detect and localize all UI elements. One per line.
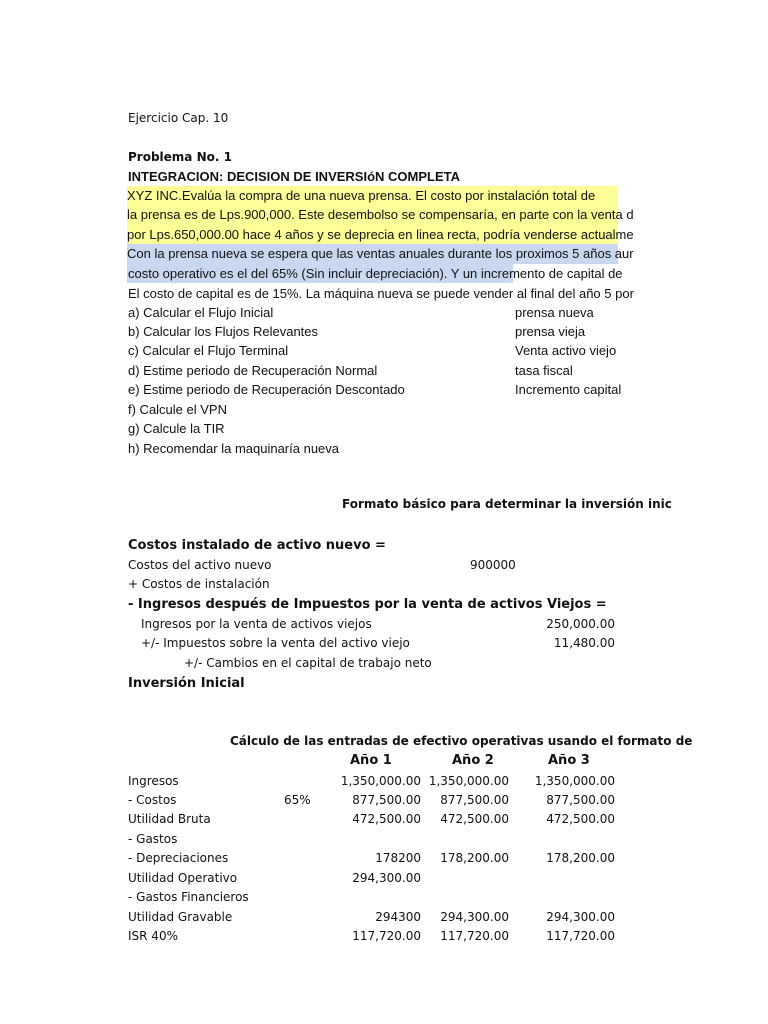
row-value: 472,500.00 — [546, 812, 615, 826]
install-label: + Costos de instalación — [128, 577, 270, 591]
row-value: 178,200.00 — [440, 851, 509, 865]
row-value: 294,300.00 — [352, 871, 421, 885]
side-label: Venta activo viejo — [515, 343, 617, 358]
tax-value: 11,480.00 — [553, 636, 615, 650]
asset-cost-label: Costos del activo nuevo — [128, 558, 272, 572]
row-label: - Costos — [128, 793, 177, 807]
ops-heading: Cálculo de las entradas de efectivo operativas usando el formato de — [230, 734, 693, 748]
problem-line: El costo de capital es de 15%. La máquina nueva se puede vender al final del año 5 por — [128, 286, 634, 301]
sale-value: 250,000.00 — [546, 617, 615, 631]
wc-label: +/- Cambios en el capital de trabajo neto — [184, 656, 432, 670]
year-header: Año 1 — [350, 753, 392, 768]
row-label: Utilidad Bruta — [128, 812, 211, 826]
side-label: Incremento capital — [515, 382, 622, 397]
task-item: b) Calcular los Flujos Relevantes — [128, 324, 319, 339]
sale-label: Ingresos por la venta de activos viejos — [141, 617, 372, 631]
section-title: Costos instalado de activo nuevo = — [128, 538, 386, 553]
row-value: 472,500.00 — [440, 812, 509, 826]
problem-line: la prensa es de Lps.900,000. Este desembolso se compensaría, en parte con la venta d — [127, 205, 618, 225]
year-header: Año 3 — [548, 753, 590, 768]
tax-label: +/- Impuestos sobre la venta del activo viejo — [141, 636, 410, 650]
row-percent: 65% — [284, 793, 311, 807]
problem-heading: INTEGRACION: DECISION DE INVERSIóN COMPLETA — [128, 169, 460, 184]
task-item: f) Calcule el VPN — [128, 402, 227, 417]
problem-line: XYZ INC.Evalúa la compra de una nueva prensa. El costo por instalación total de — [127, 186, 618, 205]
row-value: 294,300.00 — [546, 910, 615, 924]
initial-heading: Formato básico para determinar la inversión inic — [342, 497, 672, 511]
row-value: 178,200.00 — [546, 851, 615, 865]
row-value: 294300 — [375, 910, 421, 924]
row-label: Utilidad Gravable — [128, 910, 233, 924]
row-label: ISR 40% — [128, 929, 178, 943]
row-value: 117,720.00 — [352, 929, 421, 943]
problem-number: Problema No. 1 — [128, 150, 232, 164]
row-value: 472,500.00 — [352, 812, 421, 826]
row-value: 877,500.00 — [352, 793, 421, 807]
problem-line: costo operativo es el del 65% (Sin incluir depreciación). Y un incremento de capital de — [128, 266, 623, 281]
side-label: prensa nueva — [515, 305, 594, 320]
row-value: 117,720.00 — [546, 929, 615, 943]
task-item: a) Calcular el Flujo Inicial — [128, 305, 274, 320]
year-header: Año 2 — [452, 753, 494, 768]
document-title: Ejercicio Cap. 10 — [128, 111, 229, 125]
row-value: 877,500.00 — [546, 793, 615, 807]
row-label: Utilidad Operativo — [128, 871, 238, 885]
side-label: prensa vieja — [515, 324, 586, 339]
problem-line: por Lps.650,000.00 hace 4 años y se deprecia en linea recta, podría venderse actualme — [127, 227, 634, 242]
task-item: e) Estime periodo de Recuperación Descontado — [128, 382, 405, 397]
task-item: h) Recomendar la maquinaría nueva — [128, 441, 340, 456]
task-item: g) Calcule la TIR — [128, 421, 225, 436]
row-label: - Gastos Financieros — [128, 890, 249, 904]
row-value: 1,350,000.00 — [534, 774, 615, 788]
total-label: Inversión Inicial — [128, 676, 245, 691]
problem-line: Con la prensa nueva se espera que las ventas anuales durante los proximos 5 años aur — [127, 244, 618, 264]
row-label: - Depreciaciones — [128, 851, 229, 865]
row-value: 1,350,000.00 — [340, 774, 421, 788]
side-label: tasa fiscal — [515, 363, 573, 378]
row-value: 294,300.00 — [440, 910, 509, 924]
row-value: 178200 — [375, 851, 421, 865]
asset-cost-value: 900000 — [470, 558, 516, 572]
task-item: d) Estime periodo de Recuperación Normal — [128, 363, 378, 378]
row-label: - Gastos — [128, 832, 178, 846]
task-item: c) Calcular el Flujo Terminal — [128, 343, 289, 358]
row-value: 877,500.00 — [440, 793, 509, 807]
proceeds-title: - Ingresos después de Impuestos por la venta de activos Viejos = — [128, 597, 607, 612]
row-label: Ingresos — [128, 774, 179, 788]
row-value: 1,350,000.00 — [428, 774, 509, 788]
row-value: 117,720.00 — [440, 929, 509, 943]
